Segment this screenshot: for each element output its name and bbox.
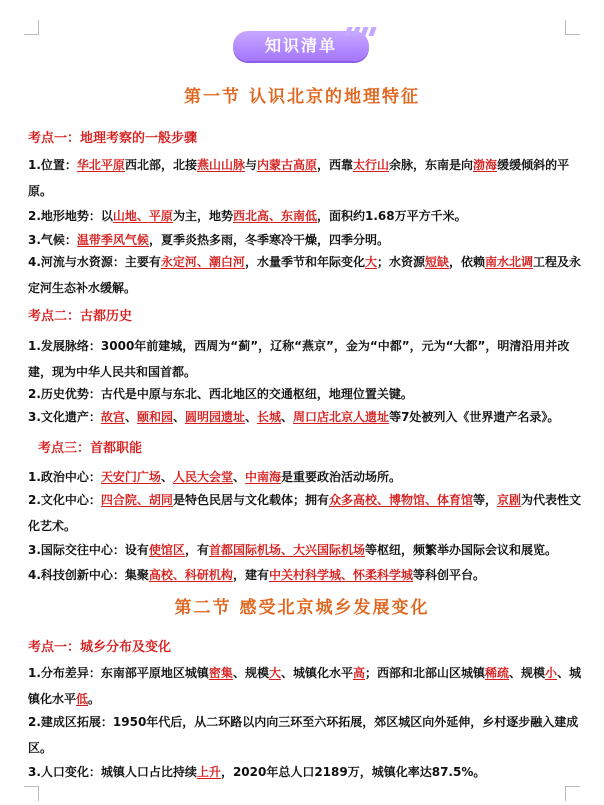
s2-t1-para-3 [28,759,582,785]
text-run: 4.科技创新中心：集聚 [28,568,149,582]
s1-t1-para-4 [28,249,582,301]
highlight-keyword: 山地、平原 [112,209,173,223]
text-run: 、 [160,470,173,484]
text-run: 等科创平台。 [412,568,485,582]
s1-t1-para-1 [28,152,582,204]
highlight-keyword: 温带季风气候 [76,233,149,247]
highlight-keyword: 内蒙古高原 [256,158,317,172]
text-run: 西北部，北接 [124,158,197,172]
text-run: 工程及永定河生态补水缓解。 [28,255,582,295]
text-run: 3.人口变化：城镇人口占比持续 [28,765,197,779]
text-run: 、 [232,470,245,484]
s1-topic-1-heading: 考点一：地理考察的一般步骤 [28,131,198,146]
highlight-keyword: 短缺 [424,255,449,269]
text-run: 1.位置： [28,158,77,172]
section-2-title: 第二节 感受北京城乡发展变化 [174,598,430,618]
highlight-keyword: 南水北调 [485,255,534,269]
highlight-keyword: 首都国际机场、大兴国际机场 [208,543,365,557]
badge-decoration-icon [346,27,375,36]
s1-t3-para-4 [28,562,582,588]
highlight-keyword: 中南海 [244,470,281,484]
s2-t1-para-2 [28,709,582,761]
text-run: 、 [124,410,137,424]
text-run: 为代表性文化艺术。 [28,493,582,533]
highlight-keyword: 高 [352,666,365,680]
highlight-keyword: 长城 [257,410,282,424]
badge-label: 知识清单 [233,31,369,61]
highlight-keyword: 小 [545,666,558,680]
text-run: 是重要政治活动场所。 [281,470,402,484]
highlight-keyword: 圆明园遗址 [184,410,245,424]
highlight-keyword: 周口店北京人遗址 [293,410,390,424]
text-run: ，有 [184,543,209,557]
text-run: 2.地形地势：以 [28,209,113,223]
corner-mark-top-left [24,20,39,35]
highlight-keyword: 密集 [208,666,233,680]
text-run: ；水资源 [376,255,425,269]
highlight-keyword: 永定河、潮白河 [160,255,245,269]
text-run: 2.历史优势：古代是中原与东北、西北地区的交通枢纽，地理位置关键。 [28,387,413,401]
text-run: 等枢纽，频繁举办国际会议和展览。 [364,543,557,557]
s2-t1-para-1 [28,660,582,712]
s2-topic-1-heading: 考点一：城乡分布及变化 [28,640,172,655]
s1-t3-para-2 [28,487,582,539]
highlight-keyword: 华北平原 [76,158,125,172]
text-run: 、城镇化水平 [28,666,582,706]
highlight-keyword: 四合院、胡同 [100,493,173,507]
highlight-keyword: 大 [268,666,281,680]
s1-t2-para-3 [28,404,582,430]
highlight-keyword: 使馆区 [148,543,185,557]
text-run: 3.文化遗产： [28,410,101,424]
text-run: 3.国际交往中心：设有 [28,543,149,557]
text-run: ，西靠 [317,158,354,172]
s1-t1-para-2 [28,203,582,229]
s1-t2-para-1 [28,333,582,385]
text-run: 等， [472,493,497,507]
text-run: 、 [172,410,185,424]
knowledge-list-badge [233,27,375,65]
text-run: 。 [88,692,101,706]
text-run: 1.政治中心： [28,470,101,484]
s1-topic-3-heading: 考点三：首都职能 [38,441,143,456]
highlight-keyword: 低 [76,692,89,706]
text-run: 、规模 [509,666,546,680]
s1-t3-para-3 [28,537,582,563]
corner-mark-bottom-left [24,786,39,801]
highlight-keyword: 中关村科学城、怀柔科学城 [268,568,413,582]
text-run: ，2020年总人口2189万，城镇化率达87.5%。 [220,765,486,779]
highlight-keyword: 上升 [196,765,221,779]
highlight-keyword: 大 [364,255,377,269]
text-run: 3.气候： [28,233,77,247]
text-run: 1.发展脉络：3000年前建城，西周为“蓟”，辽称“燕京”，金为“中都”，元为“大都”，明清沿用并改建，现为中华人民共和国首都。 [28,339,570,379]
text-run: 、规模 [232,666,269,680]
highlight-keyword: 故宫 [100,410,125,424]
highlight-keyword: 燕山山脉 [196,158,245,172]
highlight-keyword: 渤海 [473,158,498,172]
text-run: ，水量季节和年际变化 [244,255,365,269]
highlight-keyword: 太行山 [353,158,390,172]
text-run: 等7处被列入《世界遗产名录》。 [389,410,560,424]
text-run: 1.分布差异：东南部平原地区城镇 [28,666,209,680]
text-run: 、 [281,410,294,424]
text-run: ，建有 [232,568,269,582]
s1-topic-2-heading: 考点二：古都历史 [28,309,133,324]
text-run: 4.河流与水资源：主要有 [28,255,161,269]
text-run: 是特色民居与文化载体；拥有 [172,493,329,507]
text-run: 2.建成区拓展：1950年代后，从二环路以内向三环至六环拓展，郊区城区向外延伸，乡村逐步融入建成区。 [28,715,579,755]
text-run: ；西部和北部山区城镇 [365,666,486,680]
text-run: 缓缓倾斜的平原。 [28,158,570,198]
corner-mark-bottom-right [565,786,580,801]
corner-mark-top-right [565,20,580,35]
text-run: 与 [244,158,257,172]
text-run: ，面积约1.68万平方千米。 [316,209,467,223]
text-run: 为主，地势 [172,209,233,223]
highlight-keyword: 西北高、东南低 [232,209,317,223]
text-run: 、城镇化水平 [280,666,353,680]
highlight-keyword: 稀疏 [485,666,510,680]
text-run: 余脉，东南是向 [389,158,474,172]
highlight-keyword: 颐和园 [136,410,173,424]
highlight-keyword: 京剧 [496,493,521,507]
text-run: ，依赖 [449,255,486,269]
highlight-keyword: 人民大会堂 [172,470,233,484]
section-1-title: 第一节 认识北京的地理特征 [184,87,420,107]
highlight-keyword: 天安门广场 [100,470,161,484]
text-run: 、 [245,410,258,424]
text-run: 2.文化中心： [28,493,101,507]
text-run: ，夏季炎热多雨，冬季寒冷干燥，四季分明。 [148,233,389,247]
highlight-keyword: 高校、科研机构 [148,568,233,582]
highlight-keyword: 众多高校、博物馆、体育馆 [328,493,473,507]
